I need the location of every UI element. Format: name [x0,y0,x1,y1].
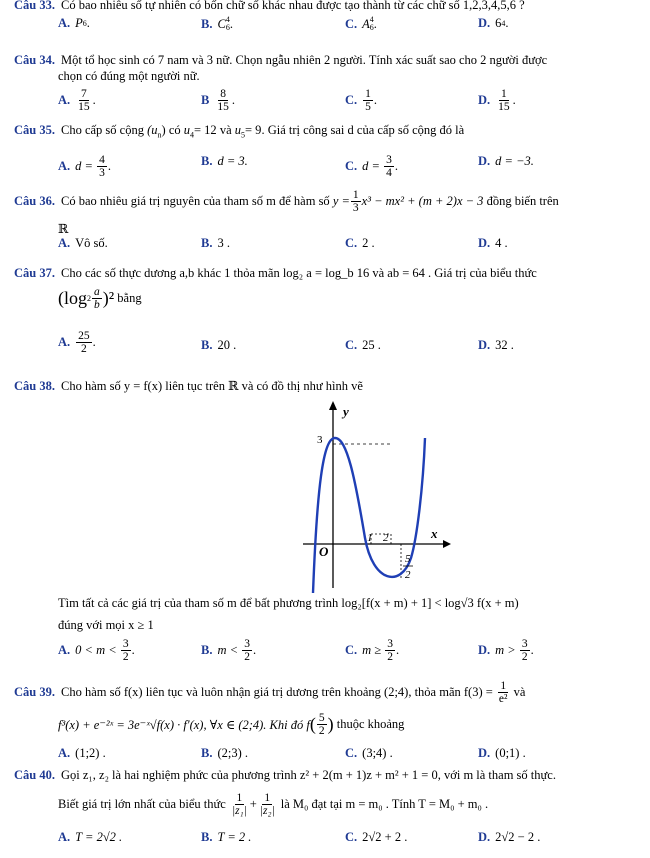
option-d[interactable]: D. 6 4 . [478,16,509,30]
option-letter: B. [201,16,213,31]
question-text: Gọi z₁, z₂ là hai nghiệm phức của phương trình z² + 2(m + 1)z + m² + 1 = 0, với m là tham số thực. [60,768,556,782]
option-d[interactable] [478,830,540,845]
options-40 [58,830,638,852]
option-b[interactable]: B $\frac{8}{15}$ . [201,88,235,114]
question-40 [14,768,640,783]
func-y: y = [332,194,350,209]
option-letter: A. [58,830,71,844]
question-text: chọn có đúng một người nữ. [58,69,200,83]
option-letter: C. [345,746,358,760]
question-39-line2: f³(x) + e⁻²ˣ = 3e⁻ˣ√f(x) · f′(x), ∀x ∈ (2;4). Khi đó f ( $\frac{5}{2}$ ) thuộc khoảng [58,712,405,738]
option-letter: C. [345,643,358,658]
option-letter: A. [58,16,71,30]
option-b[interactable] [201,746,248,761]
u4-sub: 4 [190,130,194,140]
option-c[interactable]: C. $\frac{1}{5}$ . [345,88,378,114]
frac-den: 3 [352,202,359,215]
question-number: Câu 34. [14,53,55,67]
frac-num: 1 [365,88,371,100]
question-text: Tìm tất cả các giá trị của tham số m để bất phương trình log₂[f(x + m) + 1] < log√3 f(x + m) [58,596,519,610]
option-value: Vô số. [75,236,108,250]
option-letter: D. [478,643,491,658]
seq-close: ) [161,123,166,137]
option-b[interactable]: B. C 4 6 . [201,15,233,32]
frac-num: 3 [386,154,392,166]
frac-num: 3 [387,638,394,650]
option-d[interactable] [478,338,514,353]
question-34 [14,53,640,68]
option-b[interactable]: B. m < $\frac{3}{2}$ . [201,638,257,664]
option-letter: D. [478,338,491,352]
expr-sub: 2 [87,294,91,304]
option-b[interactable] [201,830,251,845]
frac-den: 2 [81,343,87,356]
frac-num: 1 [264,792,271,804]
frac-den: e² [498,693,508,706]
question-33 [14,0,640,13]
frac-den: 3 [99,167,105,180]
option-value: d = [362,159,380,174]
option-d[interactable] [478,154,534,169]
option-value: m > [495,643,516,658]
option-value: d = −3. [495,154,534,168]
frac-num: 3 [244,638,250,650]
option-letter: B. [201,830,213,844]
question-number: Câu 33. [14,0,55,12]
question-36 [14,189,640,214]
option-d[interactable]: D. m > $\frac{3}{2}$ . [478,638,534,664]
frac-num: 3 [521,638,528,650]
option-b[interactable] [201,154,248,169]
option-c[interactable] [345,830,407,845]
options-39 [58,746,638,768]
question-text: Cho các số thực dương a,b khác 1 thỏa mãn log₂ a = log_b 16 và ab = 64 . Giá trị của biểu thức [60,266,537,280]
option-letter: D. [478,746,491,760]
options-36 [58,236,638,258]
question-text: đúng với mọi x ≥ 1 [58,618,154,632]
question-text: Cho hàm số y = f(x) liên tục trên ℝ và có đồ thị như hình vẽ [60,379,363,393]
option-value: 2 . [362,236,375,250]
seq-sub: n [157,130,162,140]
option-letter: A. [58,93,71,108]
option-letter: C. [345,16,358,31]
option-sup: 4 [369,15,374,24]
option-value: 2√2 − 2 . [495,830,541,844]
expr-log: (log [58,288,87,309]
seq: (u [147,123,158,137]
question-text: Biết giá trị lớn nhất của biểu thức [58,797,226,812]
option-letter: A. [58,643,71,658]
option-letter: B. [201,154,213,168]
frac-num: 8 [220,88,226,100]
option-b[interactable] [201,338,236,353]
options-34 [58,88,638,114]
option-letter: C. [345,159,358,174]
question-number: Câu 37. [14,266,55,280]
option-a[interactable]: A. d = $\frac{4}{3}$ . [58,154,111,180]
frac-den: 15 [78,101,90,114]
y-label: y [343,404,349,419]
question-text: . Giá trị công sai d của cấp số cộng đó là [261,123,465,137]
option-value: 25 . [362,338,381,352]
option-letter: A. [58,335,71,350]
option-d[interactable]: D. $\frac{1}{15}$ . [478,88,516,114]
question-number: Câu 39. [14,685,55,700]
option-letter: D. [478,93,491,108]
option-value: 0 < m < [75,643,117,658]
option-sub: 6 [369,23,374,32]
question-text: có [168,123,181,137]
options-38 [58,638,638,664]
option-c[interactable] [345,236,375,251]
option-a[interactable]: A. P 6 . [58,16,90,30]
option-a[interactable]: A. 0 < m < $\frac{3}{2}$ . [58,638,135,664]
option-d[interactable] [478,746,526,761]
option-value: d = 3. [217,154,248,168]
frac-num: 1 [236,792,243,804]
question-37 [14,266,640,281]
option-a[interactable] [58,746,106,761]
option-a[interactable] [58,830,122,845]
frac-num: 1 [500,680,507,692]
option-letter: C. [345,830,358,844]
frac-den: |z₂| [259,805,275,818]
question-text: và [513,685,526,700]
option-letter: A. [58,236,71,250]
tick-5-den: 2 [405,569,411,581]
option-sup: 4 [501,19,506,28]
question-text: f³(x) + e⁻²ˣ = 3e⁻ˣ√f(x) · f′(x), ∀x ∈ (2;4). Khi đó f [58,717,310,732]
question-39 [14,680,640,705]
option-letter: A. [58,159,71,174]
x-axis-arrow [443,540,451,548]
u4-val: = 12 [194,123,217,137]
option-value: 3 . [217,236,230,250]
option-a[interactable]: A. $\frac{7}{15}$ . [58,88,96,114]
option-letter: B. [201,746,213,760]
origin-label: O [319,544,329,559]
option-value: d = [75,159,93,174]
frac-num: 1 [352,189,359,201]
u5-val: = 9 [245,123,262,137]
option-value: 20 . [217,338,237,352]
question-text: Cho cấp số cộng [60,123,144,137]
tick-5-num: 5 [405,553,411,565]
option-c[interactable]: C. d = $\frac{3}{4}$ . [345,154,398,180]
plus-sign: + [249,797,257,812]
function-graph [283,398,453,593]
question-38-line3 [58,618,640,633]
option-letter: C. [345,93,358,108]
question-40-line2 [58,792,640,817]
question-number: Câu 35. [14,123,55,137]
option-a[interactable] [58,236,108,251]
option-letter: B. [201,338,213,352]
frac-den: 15 [498,101,510,114]
option-sub: 6 [82,19,87,28]
option-value: m < [217,643,239,658]
option-letter: B. [201,236,213,250]
frac-den: 5 [365,101,371,114]
question-text: và [219,123,232,137]
option-a[interactable]: A. $\frac{25}{2}$ . [58,330,96,356]
option-b[interactable] [201,236,230,251]
option-value: (2;3) . [217,746,249,760]
option-value: T = 2√2 . [75,830,123,844]
question-36-line2 [58,221,640,237]
option-value: 6 [495,16,502,30]
option-letter: B. [201,643,213,658]
func-rest: x³ − mx² + (m + 2)x − 3 [361,194,484,209]
question-text: Có bao nhiêu số tự nhiên có bốn chữ số khác nhau được tạo thành từ các chữ số 1,2,3,4,5,6 ? [60,0,525,12]
frac-den: b [94,299,100,312]
option-sub: 6 [225,23,230,32]
question-37-expr [58,286,640,311]
option-letter: D. [478,16,491,30]
frac-den: 15 [217,101,229,114]
u4: u [183,123,190,137]
options-33 [58,16,638,38]
question-text: Có bao nhiêu giá trị nguyên của tham số m để hàm số [60,194,330,209]
x-label: x [431,526,438,541]
option-c[interactable] [345,338,381,353]
question-number: Câu 40. [14,768,55,782]
frac-den: 2 [244,651,250,664]
frac-den: |z₁| [231,805,247,818]
option-value: (0;1) . [495,746,526,760]
option-c[interactable]: C. m ≥ $\frac{3}{2}$ . [345,638,400,664]
expr-close: )² [102,288,115,309]
option-value: m ≥ [362,643,382,658]
question-text: bằng [117,291,142,306]
question-text: Một tổ học sinh có 7 nam và 3 nữ. Chọn ngẫu nhiên 2 người. Tính xác suất sao cho 2 người được [60,53,548,67]
option-value: 4 . [495,236,508,250]
option-value: T = 2 . [217,830,252,844]
frac-den: 4 [386,167,392,180]
option-value: 32 . [495,338,514,352]
option-letter: D. [478,236,491,250]
option-sup: 4 [225,15,230,24]
option-d[interactable] [478,236,508,251]
frac-num: 25 [78,330,90,342]
option-value: (3;4) . [362,746,393,760]
question-text: thuộc khoảng [336,717,405,732]
option-value: (1;2) . [75,746,106,760]
question-35 [14,123,640,140]
frac-num: 5 [318,712,325,724]
option-value: A [362,16,370,31]
question-text: Cho hàm số f(x) liên tục và luôn nhận giá trị dương trên khoảng (2;4), thỏa mãn f(3) = [60,685,493,700]
option-letter: D. [478,830,491,844]
real-set: ℝ [58,222,69,236]
question-34-line2 [58,69,640,84]
tick-3: 3 [317,434,323,446]
frac-num: 4 [99,154,105,166]
frac-num: a [94,286,100,298]
frac-num: 3 [122,638,129,650]
frac-den: 2 [521,651,528,664]
question-38 [14,378,640,394]
y-axis-arrow [329,401,337,410]
question-number: Câu 36. [14,194,55,209]
option-value: P [75,16,83,30]
frac-num: 1 [501,88,507,100]
tick-2: 2 [383,532,389,544]
question-number: Câu 38. [14,379,55,393]
option-letter: C. [345,338,358,352]
option-c[interactable]: C. A 4 6 . [345,15,377,32]
frac-den: 2 [387,651,394,664]
option-c[interactable] [345,746,393,761]
tick-1: 1 [367,532,373,544]
option-value: C [217,16,226,31]
option-letter: D. [478,154,491,168]
u5: u [234,123,241,137]
options-35 [58,154,638,180]
options-37 [58,330,638,356]
frac-num: 7 [81,88,87,100]
option-letter: A. [58,746,71,760]
question-38-line2 [58,596,640,611]
frac-den: 2 [318,725,325,738]
option-letter: B [201,93,210,108]
question-text: là M₀ đạt tại m = m₀ . Tính T = M₀ + m₀ . [280,797,489,812]
frac-den: 2 [122,651,129,664]
option-value: 2√2 + 2 . [362,830,408,844]
question-text: đồng biến trên [486,194,559,209]
u5-sub: 5 [241,130,245,140]
option-letter: C. [345,236,358,250]
